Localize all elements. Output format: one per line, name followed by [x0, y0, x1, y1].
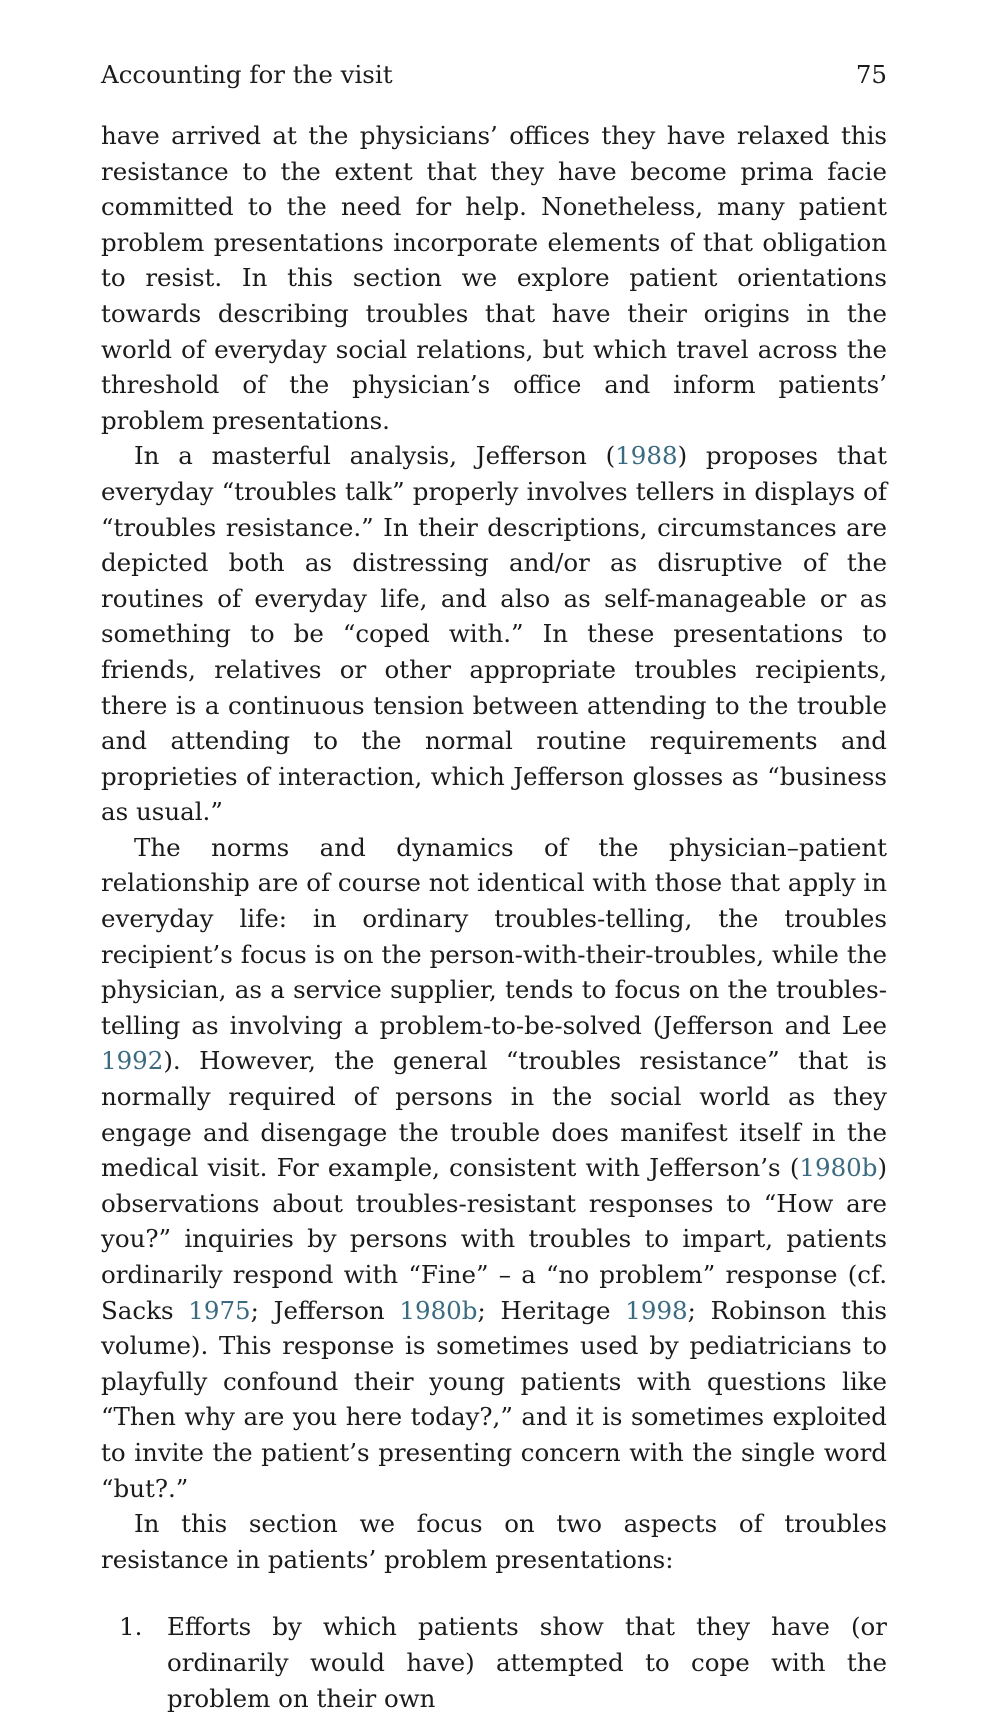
- paragraph-text: ; Heritage: [477, 1295, 626, 1325]
- paragraph-3: [101, 830, 887, 1506]
- paragraph-text: ). However, the general “troubles resistance” that is normally required of persons in the social world as they engage and disengage the trouble does manifest itself in the medical visit. For example, consistent with Jefferson’s (: [101, 1046, 887, 1183]
- body-text: [101, 118, 887, 1716]
- paragraph-text: The norms and dynamics of the physician–patient relationship are of course not identical with those that apply in everyday life: in ordinary troubles-telling, the troubles recipient’s focus is on the person-with-their-troubles, while the physician, as a service supplier, tends to focus on the troubles-telling as involving a problem-to-be-​solved (Jefferson and Lee: [101, 832, 887, 1040]
- citation-link[interactable]: 1998: [625, 1295, 688, 1325]
- paragraph-2: [101, 438, 887, 830]
- paragraph-text: ; Robinson this volume). This response is sometimes used by pediatricians to playfully confound their young patients with questions like “Then why are you here today?,” and it is sometimes exploited to invite the patient’s presenting concern with the single word “but?.”: [101, 1295, 887, 1503]
- paragraph-text: In a masterful analysis, Jefferson (: [134, 441, 616, 471]
- paragraph-text: ) observations about troubles-resistant responses to “How are you?” inquiries by persons with troubles to impart, patients ordinarily respond with “Fine” – a “no problem” response (cf. Sacks: [101, 1153, 887, 1325]
- list-item: [101, 1609, 887, 1716]
- citation-link[interactable]: 1992: [101, 1046, 164, 1076]
- citation-link[interactable]: 1980b: [399, 1295, 478, 1325]
- paragraph-4: [101, 1506, 887, 1577]
- citation-link[interactable]: 1975: [188, 1295, 251, 1325]
- paragraph-text: In this section we focus on two aspects of troubles resistance in patients’ problem presentations:: [101, 1509, 887, 1574]
- paragraph-text: ; Jefferson: [250, 1295, 400, 1325]
- numbered-list: [101, 1609, 887, 1716]
- list-item-number: 1.: [119, 1612, 143, 1642]
- paragraph-text: have arrived at the physicians’ offices they have relaxed this resistance to the extent that they have become prima facie committed to the need for help. Nonetheless, many patient problem presentations incorporate elements of that obligation to resist. In this section we explore patient orientations towards describing troubles that have their origins in the world of everyday social relations, but which travel across the threshold of the physician’s office and inform patients’ problem presentations.: [101, 121, 887, 435]
- paragraph-1: [101, 118, 887, 438]
- paragraph-text: ) proposes that everyday “troubles talk” properly involves tellers in displays of “troubles resistance.” In their descriptions, circumstances are depicted both as distressing and/or as disruptive of the routines of everyday life, and also as self-manageable or as something to be “coped with.” In these presentations to friends, relatives or other appropriate troubles recipients, there is a continuous tension between attending to the trouble and attending to the normal routine requirements and proprieties of interaction, which Jefferson glosses as “business as usual.”: [101, 441, 887, 827]
- citation-link[interactable]: 1980b: [799, 1153, 878, 1183]
- running-title: Accounting for the visit: [101, 60, 393, 89]
- list-item-text: Efforts by which patients show that they have (or ordinarily would have) attempted to cope with the problem on their own: [167, 1612, 887, 1713]
- page-number: 75: [855, 60, 887, 89]
- document-page: [101, 58, 887, 1716]
- citation-link[interactable]: 1988: [615, 441, 678, 471]
- running-head: [101, 58, 887, 92]
